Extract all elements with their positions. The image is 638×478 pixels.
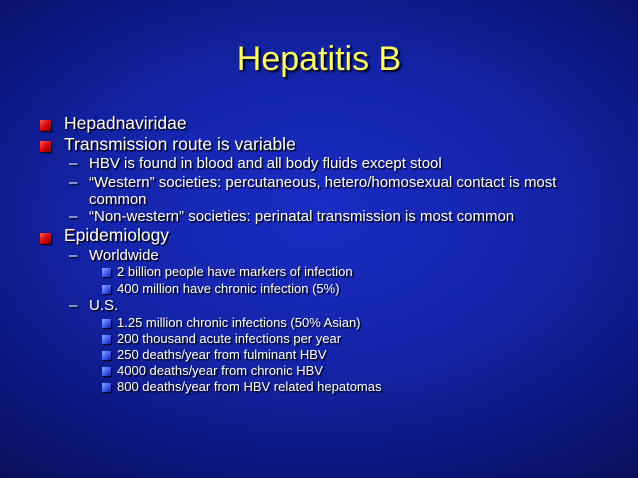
blue-square-bullet-icon — [102, 335, 111, 344]
dash-bullet-icon: – — [69, 297, 78, 314]
blue-square-bullet-icon — [102, 268, 111, 277]
stat-us-fulminant: 250 deaths/year from fulminant HBV — [117, 347, 327, 362]
stat-us-acute: 200 thousand acute infections per year — [117, 331, 342, 346]
red-square-bullet-icon — [40, 141, 51, 152]
bullet-transmission: Transmission route is variable — [64, 134, 296, 154]
sub-bullet-us: U.S. — [89, 297, 119, 314]
dash-bullet-icon: – — [69, 208, 78, 225]
stat-markers: 2 billion people have markers of infection — [117, 264, 353, 279]
blue-square-bullet-icon — [102, 319, 111, 328]
blue-square-bullet-icon — [102, 351, 111, 360]
red-square-bullet-icon — [40, 233, 51, 244]
bullet-hepadnaviridae: Hepadnaviridae — [64, 113, 187, 133]
sub-bullet-western-cont: common — [89, 191, 147, 208]
dash-bullet-icon: – — [69, 247, 78, 264]
bullet-epidemiology: Epidemiology — [64, 225, 170, 245]
sub-bullet-worldwide: Worldwide — [89, 247, 159, 264]
slide-title: Hepatitis B — [236, 40, 402, 78]
sub-bullet-non-western: “Non-western” societies: perinatal transmission is most common — [89, 208, 515, 225]
sub-bullet-western: “Western” societies: percutaneous, hetero/homosexual contact is most — [89, 174, 557, 191]
blue-square-bullet-icon — [102, 285, 111, 294]
red-square-bullet-icon — [40, 120, 51, 131]
stat-chronic-worldwide: 400 million have chronic infection (5%) — [117, 281, 340, 296]
stat-us-hepatomas: 800 deaths/year from HBV related hepatomas — [117, 379, 382, 394]
sub-bullet-hbv-fluids: HBV is found in blood and all body fluids except stool — [89, 155, 442, 172]
dash-bullet-icon: – — [69, 155, 78, 172]
blue-square-bullet-icon — [102, 367, 111, 376]
dash-bullet-icon: – — [69, 174, 78, 191]
blue-square-bullet-icon — [102, 383, 111, 392]
stat-us-chronic-deaths: 4000 deaths/year from chronic HBV — [117, 363, 323, 378]
stat-us-chronic: 1.25 million chronic infections (50% Asian) — [117, 315, 361, 330]
